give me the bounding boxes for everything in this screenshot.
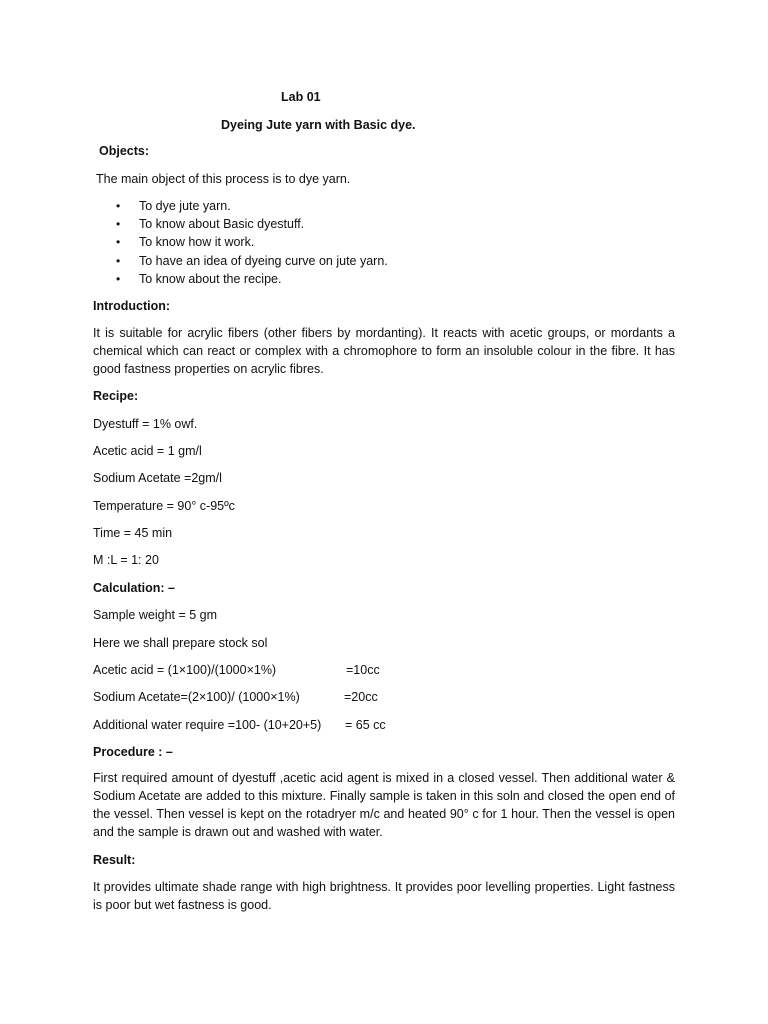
recipe-time: Time = 45 min [93, 526, 173, 540]
calculation-acetic-result: =10cc [346, 663, 380, 677]
calculation-sample-weight: Sample weight = 5 gm [93, 608, 218, 622]
procedure-body: First required amount of dyestuff ,acetic acid agent is mixed in a closed vessel. Then additional water & Sodium Acetate are added to this mixture. Finally sample is taken in this soln and closed the open end of the vessel. Then vessel is kept on the rotadryer m/c and heated 90° c for 1 hour. Then the vessel is open and the sample is drawn out and washed with water. [93, 771, 675, 839]
introduction-body: It is suitable for acrylic fibers (other fibers by mordanting). It reacts with acetic groups, or mordants a chemical which can react or complex with a chromophore to form an insoluble colour in the fibre. It has good fastness properties on acrylic fibres. [93, 326, 675, 376]
introduction-heading: Introduction: [93, 299, 171, 313]
bullet-icon: • [116, 235, 121, 250]
recipe-sodium-acetate: Sodium Acetate =2gm/l [93, 471, 222, 485]
recipe-dyestuff: Dyestuff = 1% owf. [93, 417, 198, 431]
calculation-water-formula: Additional water require =100- (10+20+5) [93, 718, 322, 732]
bullet-icon: • [116, 217, 121, 232]
bullet-icon: • [116, 271, 121, 286]
recipe-ml-ratio: M :L = 1: 20 [93, 553, 159, 567]
recipe-acetic-acid: Acetic acid = 1 gm/l [93, 444, 202, 458]
calculation-acetic-formula: Acetic acid = (1×100)/(1000×1%) [93, 663, 277, 677]
bullet-icon: • [116, 253, 121, 268]
result-body: It provides ultimate shade range with high brightness. It provides poor levelling properties. Light fastness is poor but wet fastness is good. [93, 880, 675, 912]
list-item-text: To know how it work. [139, 235, 255, 250]
list-item-text: To have an idea of dyeing curve on jute yarn. [139, 253, 388, 268]
calculation-sodium-formula: Sodium Acetate=(2×100)/ (1000×1%) [93, 690, 300, 704]
recipe-heading: Recipe: [93, 389, 139, 403]
objects-intro: The main object of this process is to dye yarn. [96, 172, 351, 186]
result-heading: Result: [93, 853, 136, 867]
list-item-text: To dye jute yarn. [139, 199, 231, 213]
calculation-water-result: = 65 cc [345, 718, 386, 732]
list-item-text: To know about the recipe. [139, 271, 282, 286]
list-item-text: To know about Basic dyestuff. [139, 217, 305, 232]
calculation-sodium-result: =20cc [344, 690, 378, 704]
procedure-heading: Procedure : – [93, 745, 173, 759]
objects-heading: Objects: [99, 144, 150, 158]
calculation-heading: Calculation: – [93, 581, 175, 595]
document-title: Dyeing Jute yarn with Basic dye. [221, 118, 416, 132]
calculation-stock-note: Here we shall prepare stock sol [93, 636, 268, 650]
lab-number: Lab 01 [281, 90, 321, 104]
recipe-temperature: Temperature = 90° c-95ºc [93, 499, 235, 513]
bullet-icon: • [116, 199, 121, 213]
